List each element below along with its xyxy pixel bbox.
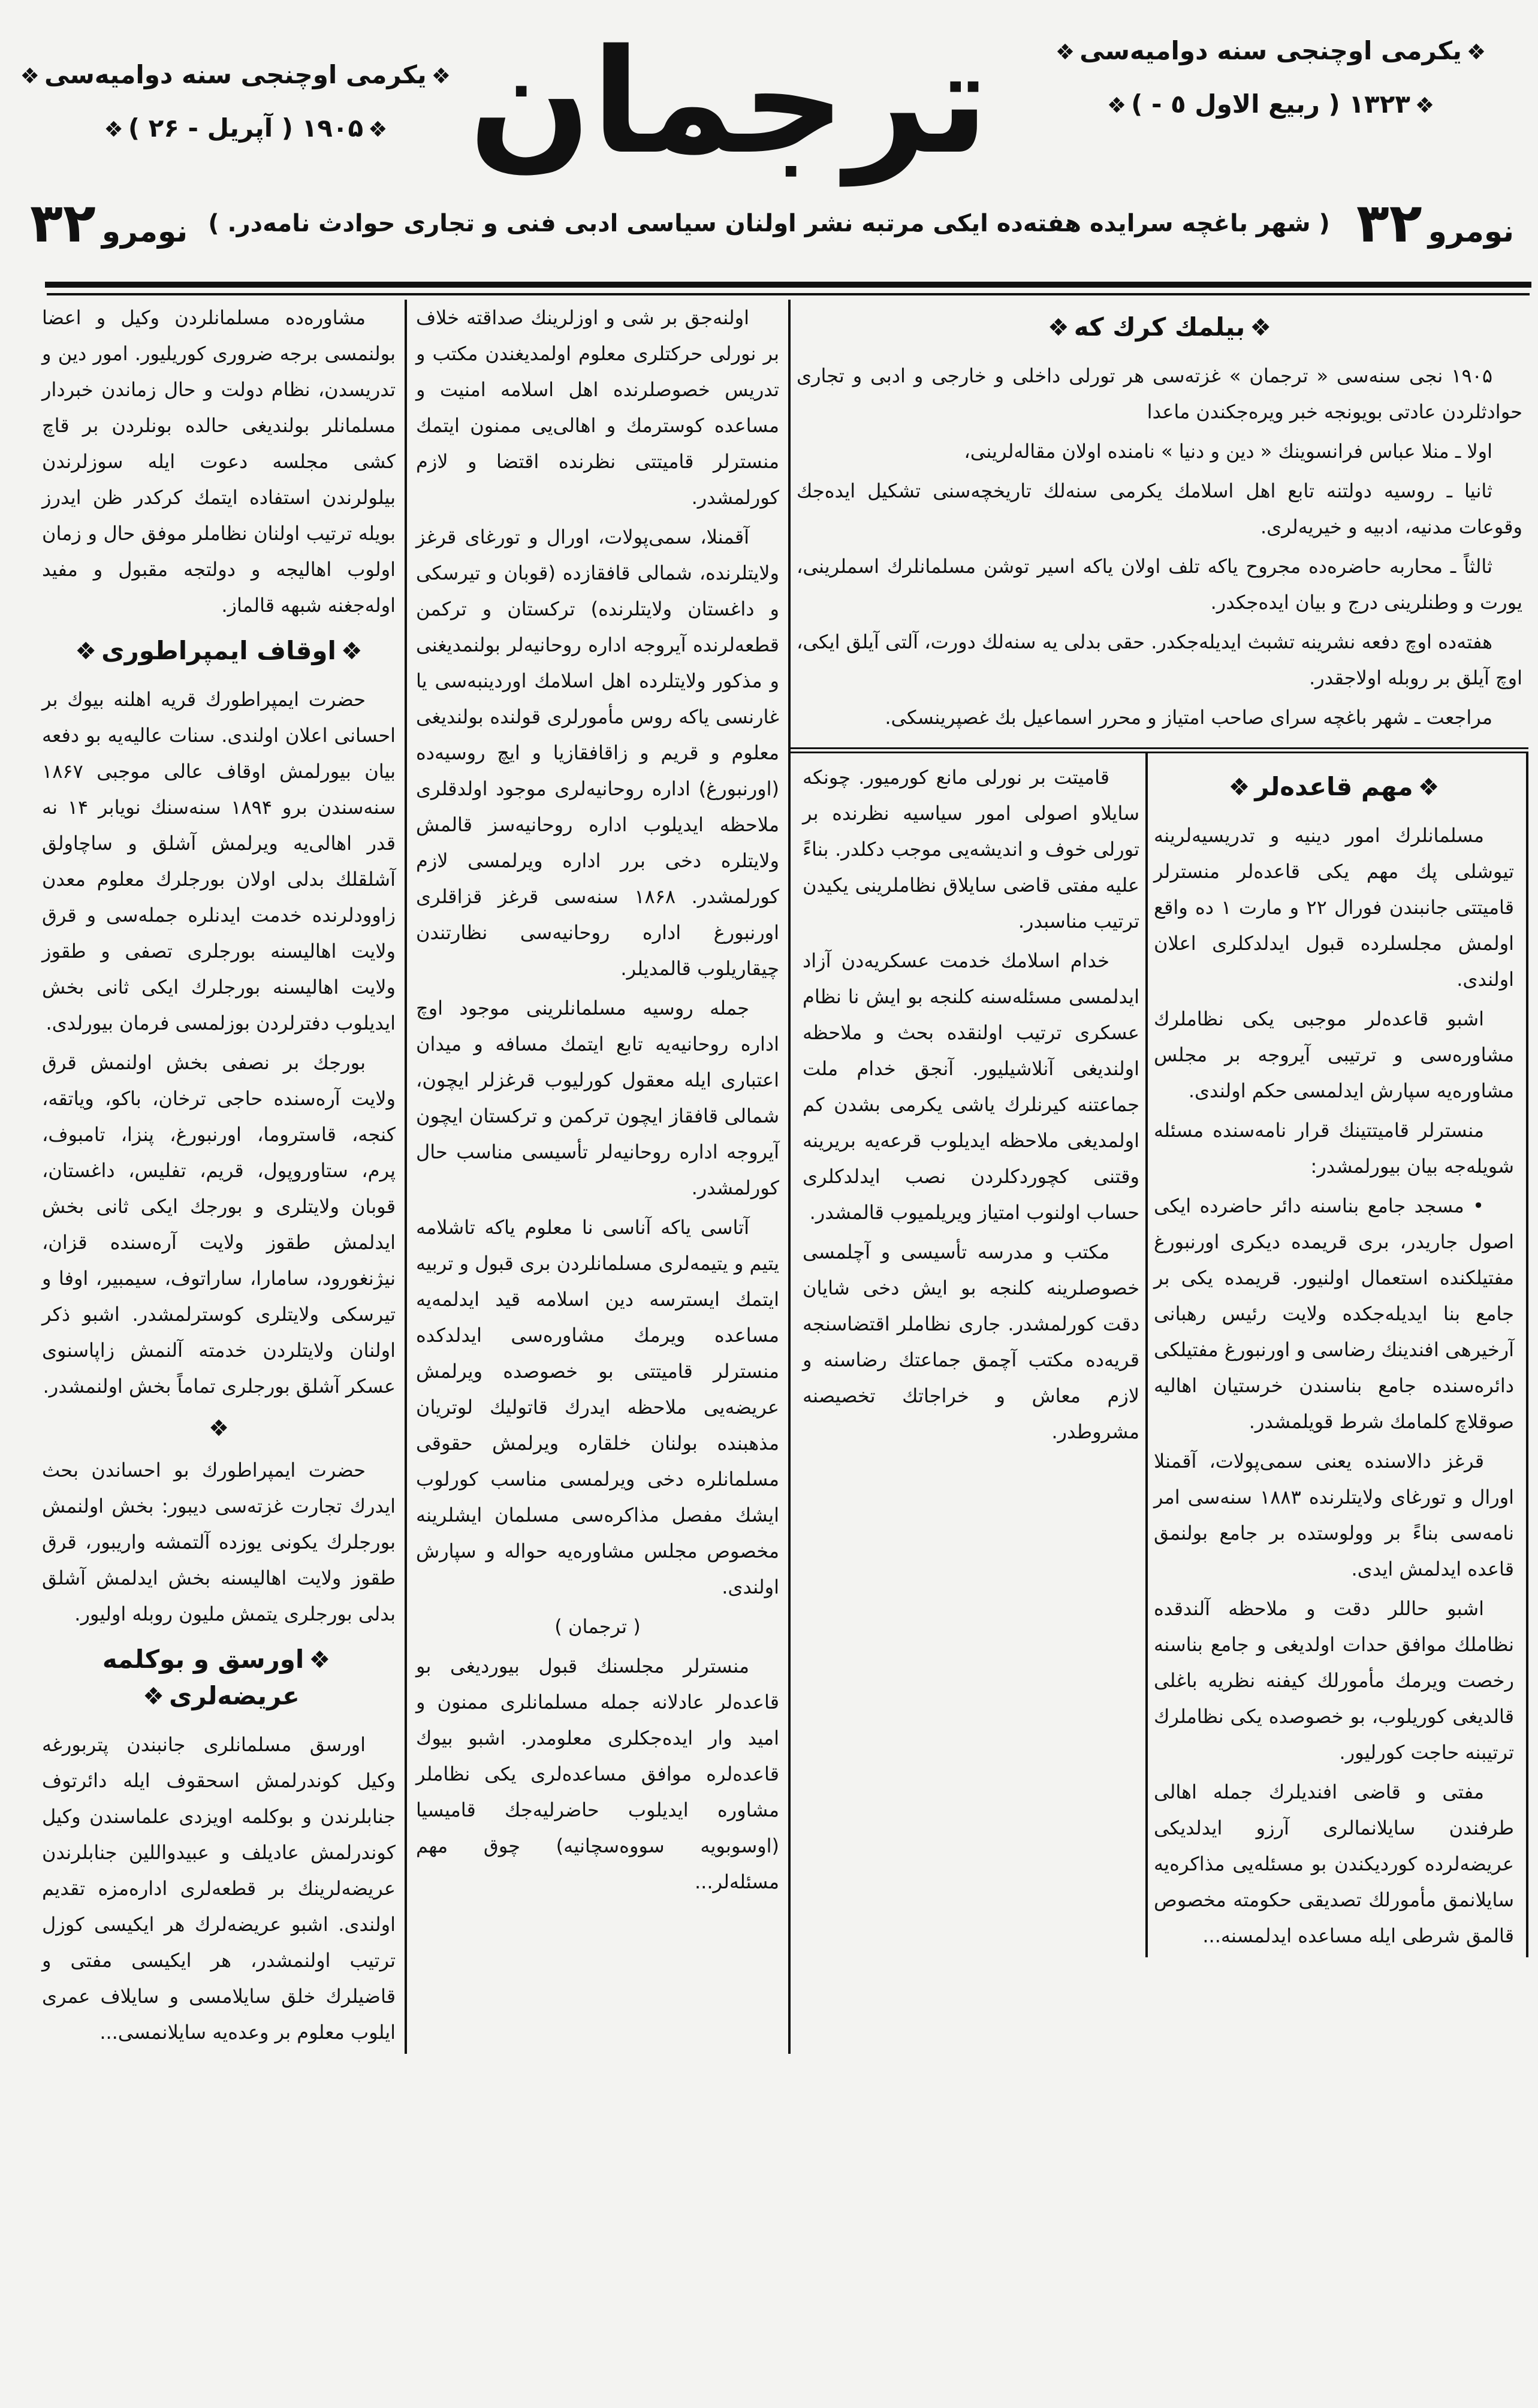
article-paragraph: • مسجد جامع بناسنه دائر حاضرده ایكی اصول جاریدر، بری قریمده دیكری اورنبورغ مفتیلكنده استعمال اولنیور. قریمده یكی بر جامع بنا ایدیله‌جكده ولایت رئیس رهبانی آرخیرهی افندینك رضاسی و اورنبورغ مفتیلكی دائره‌سنده جامع بناسندن خرستیان اهالیه صوقلاچ كلمامك شرط قویلمشدر.: [1154, 1194, 1514, 1433]
masthead-number-row: [24, 192, 1514, 255]
ornament-icon: ❖: [368, 117, 388, 142]
ornament-icon: ❖: [1250, 314, 1272, 342]
article-heading: [42, 1641, 396, 1715]
article-paragraph: اشبو حاللر دقت و ملاحظه آلندقده نظاملك موافق حدات اولدیغی و جامع بناسنه رخصت ویرمك مأمورلك كیفنه نظریه باغلی قالدیغی كوریلوب، بو خصوصده یكی نظاملرك ترتیبنه حاجت كورلیور.: [1154, 1597, 1514, 1764]
hijri-date: ۱۳۲۳ ( ربیع الاول ٥ - ): [1131, 89, 1410, 119]
heading-text: مهم قاعده‌لر: [1254, 772, 1413, 801]
subscription-notice: [791, 309, 1528, 753]
ornament-icon: ❖: [340, 638, 363, 665]
main-columns: [42, 300, 1528, 2054]
ornament-icon: ❖: [143, 1683, 164, 1710]
notice-paragraph: اولا ـ منلا عباس فرانسوینك « دین و دنیا » نامنده اولان مقاله‌لرینی،: [964, 440, 1492, 463]
ornament-icon: ❖: [431, 64, 451, 89]
column-1: [42, 300, 405, 2054]
volume-label: یکرمی اوچنجی سنه دوامیه‌سی: [1079, 36, 1462, 65]
ornament-icon: ❖: [1228, 774, 1250, 801]
article-paragraph: بورجك بر نصفی بخش اولنمش قرق ولایت آره‌سنده حاجی ترخان، باكو، ویاتقه، كنجه، قاستروما، اورنبورغ، پنزا، تامبوف، پرم، ستاوروپول، قریم، تفلیس، داغستان، قوبان ولایتلری و بورجك ایكی ثانی بخش ایدلمش طقوز ولایت آره‌سنده قزان، نیژنغورود، سامارا، ساراتوف، سیمبیر، اوفا و تیرسكی ولایتلری كوسترلمشدر. اشبو ذكر اولنان ولایتلردن خدمته آلنمش زاپاسنوی عسكر آشلق بورجلری تماماً بخش اولنمشدر.: [42, 1051, 396, 1398]
article-paragraph: اشبو قاعده‌لر موجبی یكی نظاملرك مشاوره‌سی و ترتیبی آیروجه بر مجلس مشاوره‌یه سپارش ایدلمسی حكم اولندی.: [1154, 1007, 1514, 1102]
ornament-icon: ❖: [20, 64, 40, 89]
article-paragraph: منسترلر مجلسنك قبول بیوردیغی بو قاعده‌لر عادلانه جمله مسلمانلری ممنون و امید وار ایده‌جكلری معلومدر. اشبو بیوك قاعده‌لره موافق مساعده‌لری یكی نظاملر مشاوره ایدیلوب حاضرلیه‌جك قامیسیا (اوسوبویه سووه‌سچانیه) چوق مهم مسئله‌لر...: [416, 1655, 779, 1893]
heading-text: اورسق و بوكلمه عریضه‌لری: [102, 1644, 304, 1710]
volume-label: یکرمی اوچنجی سنه دوامیه‌سی: [44, 60, 427, 89]
heading-text: اوقاف ایمپراطوری: [101, 636, 336, 665]
article-paragraph: اولنه‌جق بر شی و اوزلرینك صداقته خلاف بر نورلی حركتلری معلوم اولمدیغندن مكتب و تدریس خصوصلرنده اهل اسلامه امنیت و مساعده كوسترمك و اهالی‌یی ممنون ایتمك منسترلر قامیتتی نظرنده اقتضا و لازم كورلمشدر.: [416, 306, 779, 509]
column-2: [405, 300, 788, 2054]
ornament-icon: ❖: [309, 1646, 331, 1674]
lower-right-columns: [791, 753, 1528, 1957]
notice-paragraph: ۱۹۰۵ نجی سنه‌سی « ترجمان » غزته‌سی هر تورلی داخلی و خارجی و ادبی و تجاری حوادثلردن عادتی بویونجه خبر ویره‌جکندن ماعدا: [797, 364, 1522, 423]
notice-heading: ❖بیلمك كرك كه❖: [1047, 312, 1272, 342]
article-paragraph: قامیتت بر نورلی مانع كورمیور. چونكه سایلاو اصولی امور سیاسیه نظرنده بر تورلی خوف و اندیشه‌یی موجب دكلدر. بناءً علیه مفتی قاضی سایلاق نظاملرینی یكیدن ترتیب مناسبدر.: [803, 766, 1139, 933]
article-paragraph: آتاسی یاكه آناسی نا معلوم یاكه تاشلامه یتیم و یتیمه‌لری مسلمانلردن بری قبول و تربیه ایتمك ایسترسه دین اسلامه قید ایدلمه‌یه مساعده ویرمك مشاوره‌سی ایدلدكده منسترلر قامیتتی بو خصوصده ویرلمش عریضه‌یی ملاحظه ایدرك قاتولیك لوتریان مذهبنده بولنان خلقاره ویرلمش حقوقی مسلمانلره دخی ویرلمسی مناسب كورلوب ایشك مفصل مذاكره‌سی مسلمان ایشلرینه مخصوص مجلس مشاوره‌یه حواله و سپارش اولندی.: [415, 1216, 779, 1598]
ornament-icon: ❖: [75, 638, 97, 665]
issue-number-left: نومرو۳۲: [30, 192, 188, 255]
left-volume-box: [20, 60, 456, 143]
newspaper-title-logo: ترجمان: [468, 18, 989, 186]
notice-paragraph: مراجعت ـ شهر باغچه سرای صاحب امتیاز و محرر اسماعیل بك غصپرینسكی.: [885, 706, 1492, 729]
gregorian-date: ۱۹۰۵ ( آپریل - ۲۶ ): [128, 113, 364, 143]
article-paragraph: خدام اسلامك خدمت عسكریه‌دن آزاد ایدلمسی مسئله‌سنه كلنجه بو ایش نا نظام عسكری ترتیب اولنقده بحث و ملاحظه اولندیغی آنلاشیلیور. آنجق خدام ملت جماعتنه كیرنلرك یاشی یكرمی بشدن كم اولمدیغی ملاحظه ایدیلوب قرعه‌یه بریرینه وقتنی كچوردكلردن نصب ایدلدكلری حساب اولنوب امتیاز ویریلمیوب قالمشدر.: [803, 949, 1139, 1224]
ornament-icon: ❖: [1415, 93, 1435, 118]
article-paragraph: جمله روسیه مسلمانلرینی موجود اوچ اداره روحانیه‌یه تابع ایتمك مسافه و میدان اعتباری ایله معقول كورلیوب قرغزلر ایچون، شمالی قافقاز ایچون تركمن و تركستان ایچون آیروجه اداره روحانیه‌لر تأسیسی مناسب حال كورلمشدر.: [416, 997, 779, 1199]
ornament-icon: ❖: [1047, 314, 1069, 342]
article-heading: [42, 633, 396, 669]
ornament-icon: ❖: [104, 117, 123, 142]
article-paragraph: قرغز دالاسنده یعنی سمی‌پولات، آقمنلا اورال و تورغای ولایتلرنده ۱۸۸۳ سنه‌سی امر نامه‌سی بناءً بر وولوستده بر جامع بولنمق قاعده ایدلمش ایدی.: [1154, 1450, 1514, 1580]
ornament-icon: ❖: [1418, 774, 1440, 801]
right-section: [788, 300, 1528, 2054]
article-heading: [1154, 769, 1514, 805]
article-paragraph: منسترلر قامیتتینك قرار نامه‌سنده مسئله شویله‌جه بیان بیورلمشدر:: [1154, 1119, 1514, 1178]
ornament-icon: ❖: [1055, 40, 1075, 65]
newspaper-subtitle: ( شهر باغچه سرایده هفته‌ده ایکی مرتبه نشر اولنان سیاسی ادبی فنی و تجاری حوادث نامه‌در. ): [208, 209, 1330, 237]
article-paragraph: حضرت ایمپراطورك قریه اهلنه بیوك بر احسانی اعلان اولندی. سنات عالیه‌یه بو دفعه بیان بیورلمش اوقاف عالی موجبی ۱۸۶۷ سنه‌سندن برو ۱۸۹۴ سنه‌سنك نویابر ۱۴ نه قدر اهالی‌یه ویرلمش آشلق و ساچاولق آشلقلك بدلی اولان بورجلرك معلوم معدن زاوودلرنده خدمت ایدنلره جمله‌سی و قرق ولایت اهالیسنه بورجلری تصفی و طقوز ولایت اهالیسنه بورجلرك ایكی ثانی بخش ایدیلوب دفترلردن بوزلمسی فرمان بیورلدی.: [42, 688, 396, 1034]
article-paragraph: اورسق مسلمانلری جانبندن پتربورغه وكیل كوندرلمش اسحقوف ایله دائرتوف جنابلرندن و بوكلمه اویزدی علماسندن وكیل كوندرلمش عادیلف و عبیدواللین جنابلرندن عریضه‌لرینك بر قطعه‌لری اداره‌مزه تقدیم اولندی. اشبو عریضه‌لرك هر ایكیسی كوزل ترتیب اولنمشدر، هر ایكیسی مفتی و قاضیلرك خلق سایلامسی و سایلاف عمری ایلوب معلوم بر وعده‌یه سایلانمسی...: [42, 1733, 396, 2044]
right-volume-box: [1031, 36, 1510, 119]
column-3: [791, 753, 1148, 1957]
article-paragraph: مشاوره‌ده مسلمانلردن وكیل و اعضا بولنمسی برجه ضروری كوریلیور. امور دین و تدریسدن، نظام دولت و حال زماندن خبردار مسلمانلر بولندیغی حالده بونلردن بر قاچ كشی مجلسه دعوت ایله سوزلرندن بیلولرندن استفاده ایتمك كركدر ظن ایدرز بویله ترتیب اولنان نظاملر موفق حال و زمان اولوب اهالیجه و دولتجه مقبول و مفید اوله‌جغنه شبهه قالماز.: [42, 306, 396, 617]
article-paragraph: آقمنلا، سمی‌پولات، اورال و تورغای قرغز ولایتلرنده، شمالی قافقازده (قوبان و تیرسكی و داغستان ولایتلرنده) تركستان و تركمن قطعه‌لرنده آیروجه اداره روحانیه‌لر بولنمدیغنی و مذكور ولایتلرده اهل اسلامك اوردینبه‌سی یا غارنسی یاكه روس مأمورلری قولنده بولندیغی معلوم و قریم و زاقافقازیا و ایچ روسیه‌ده (اورنبورغ) اداره روحانیه‌لری موجود اولدقلری ملاحظه ایدیلوب اداره روحانیه‌سز قالمش ولایتلره دخی برر اداره ویرلمسی لازم كورلمشدر. ۱۸۶۸ سنه‌سی قرغز قزاقلری اورنبورغ اداره روحانیه‌سی نظارتندن چیقاریلوب قالمدیلر.: [416, 526, 780, 980]
column-4: [1148, 753, 1528, 1957]
ornament-icon: ❖: [1466, 40, 1486, 65]
article-paragraph: مسلمانلرك امور دینیه و تدریسیه‌لرینه تیوشلی پك مهم یكی قاعده‌لر منسترلر قامیتتی جانبندن فورال ۲۲ و مارت ۱ ده واقع اولمش مجلسلرده قبول ایدلدكلری اعلان اولندی.: [1154, 824, 1515, 991]
ornament-icon: ❖: [1106, 93, 1127, 118]
notice-paragraph: ثانیا ـ روسیه دولتنه تابع اهل اسلامك یكرمی سنه‌لك تاریخچه‌سنی تشكیل ایده‌جك وقوعات مدنیه، ادبیه و خیریه‌لری.: [797, 479, 1522, 538]
ornament-separator-icon: ❖: [208, 1415, 230, 1441]
article-paragraph: مفتی و قاضی افندیلرك جمله اهالی طرفندن سایلانمالری آرزو ایدلدیكی عریضه‌لرده كوردیكندن بو مسئله‌یی مذاكره‌یه سایلانمق مأمورلك تصدیقی حكومته مخصوص قالمق شرطی ایله مساعده ایدلمسنه...: [1154, 1781, 1514, 1947]
masthead-double-rule: [45, 282, 1531, 288]
notice-paragraph: هفته‌ده اوچ دفعه نشرینه تشبث ایدیله‌جكدر. حقی بدلی یه سنه‌لك دورت، آلتی آیلق ایكی، اوچ آیلق بر روبله اولاجقدر.: [797, 630, 1522, 689]
article-signature: ( ترجمان ): [554, 1615, 641, 1638]
article-paragraph: مكتب و مدرسه تأسیسی و آچلمسی خصوصلرینه كلنجه بو ایش دخی شایان دقت كورلمشدر. جاری نظاملر اقتضاسنجه قریه‌ده مكتب آچمق جماعتك رضاسنه و لازم معاش و خراجاتك تخصیصنه مشروطدر.: [803, 1241, 1139, 1443]
notice-paragraph: ثالثاً ـ محاربه حاضره‌ده مجروح یاكه تلف اولان یاكه اسیر توشن مسلمانلرك اسملرینی، یورت و وطنلرینی درج و بیان ایده‌جكدر.: [797, 555, 1522, 614]
article-paragraph: حضرت ایمپراطورك بو احساندن بحث ایدرك تجارت غزته‌سی دیبور: بخش اولنمش بورجلرك یكونی یوزده آلتمشه واریبور، قرق طقوز ولایت اهالیسنه بخش ایدلمش آشلق بدلی بورجلری یتمش ملیون روبله اولیور.: [42, 1459, 396, 1625]
issue-number-right: نومرو۳۲: [1356, 192, 1514, 255]
